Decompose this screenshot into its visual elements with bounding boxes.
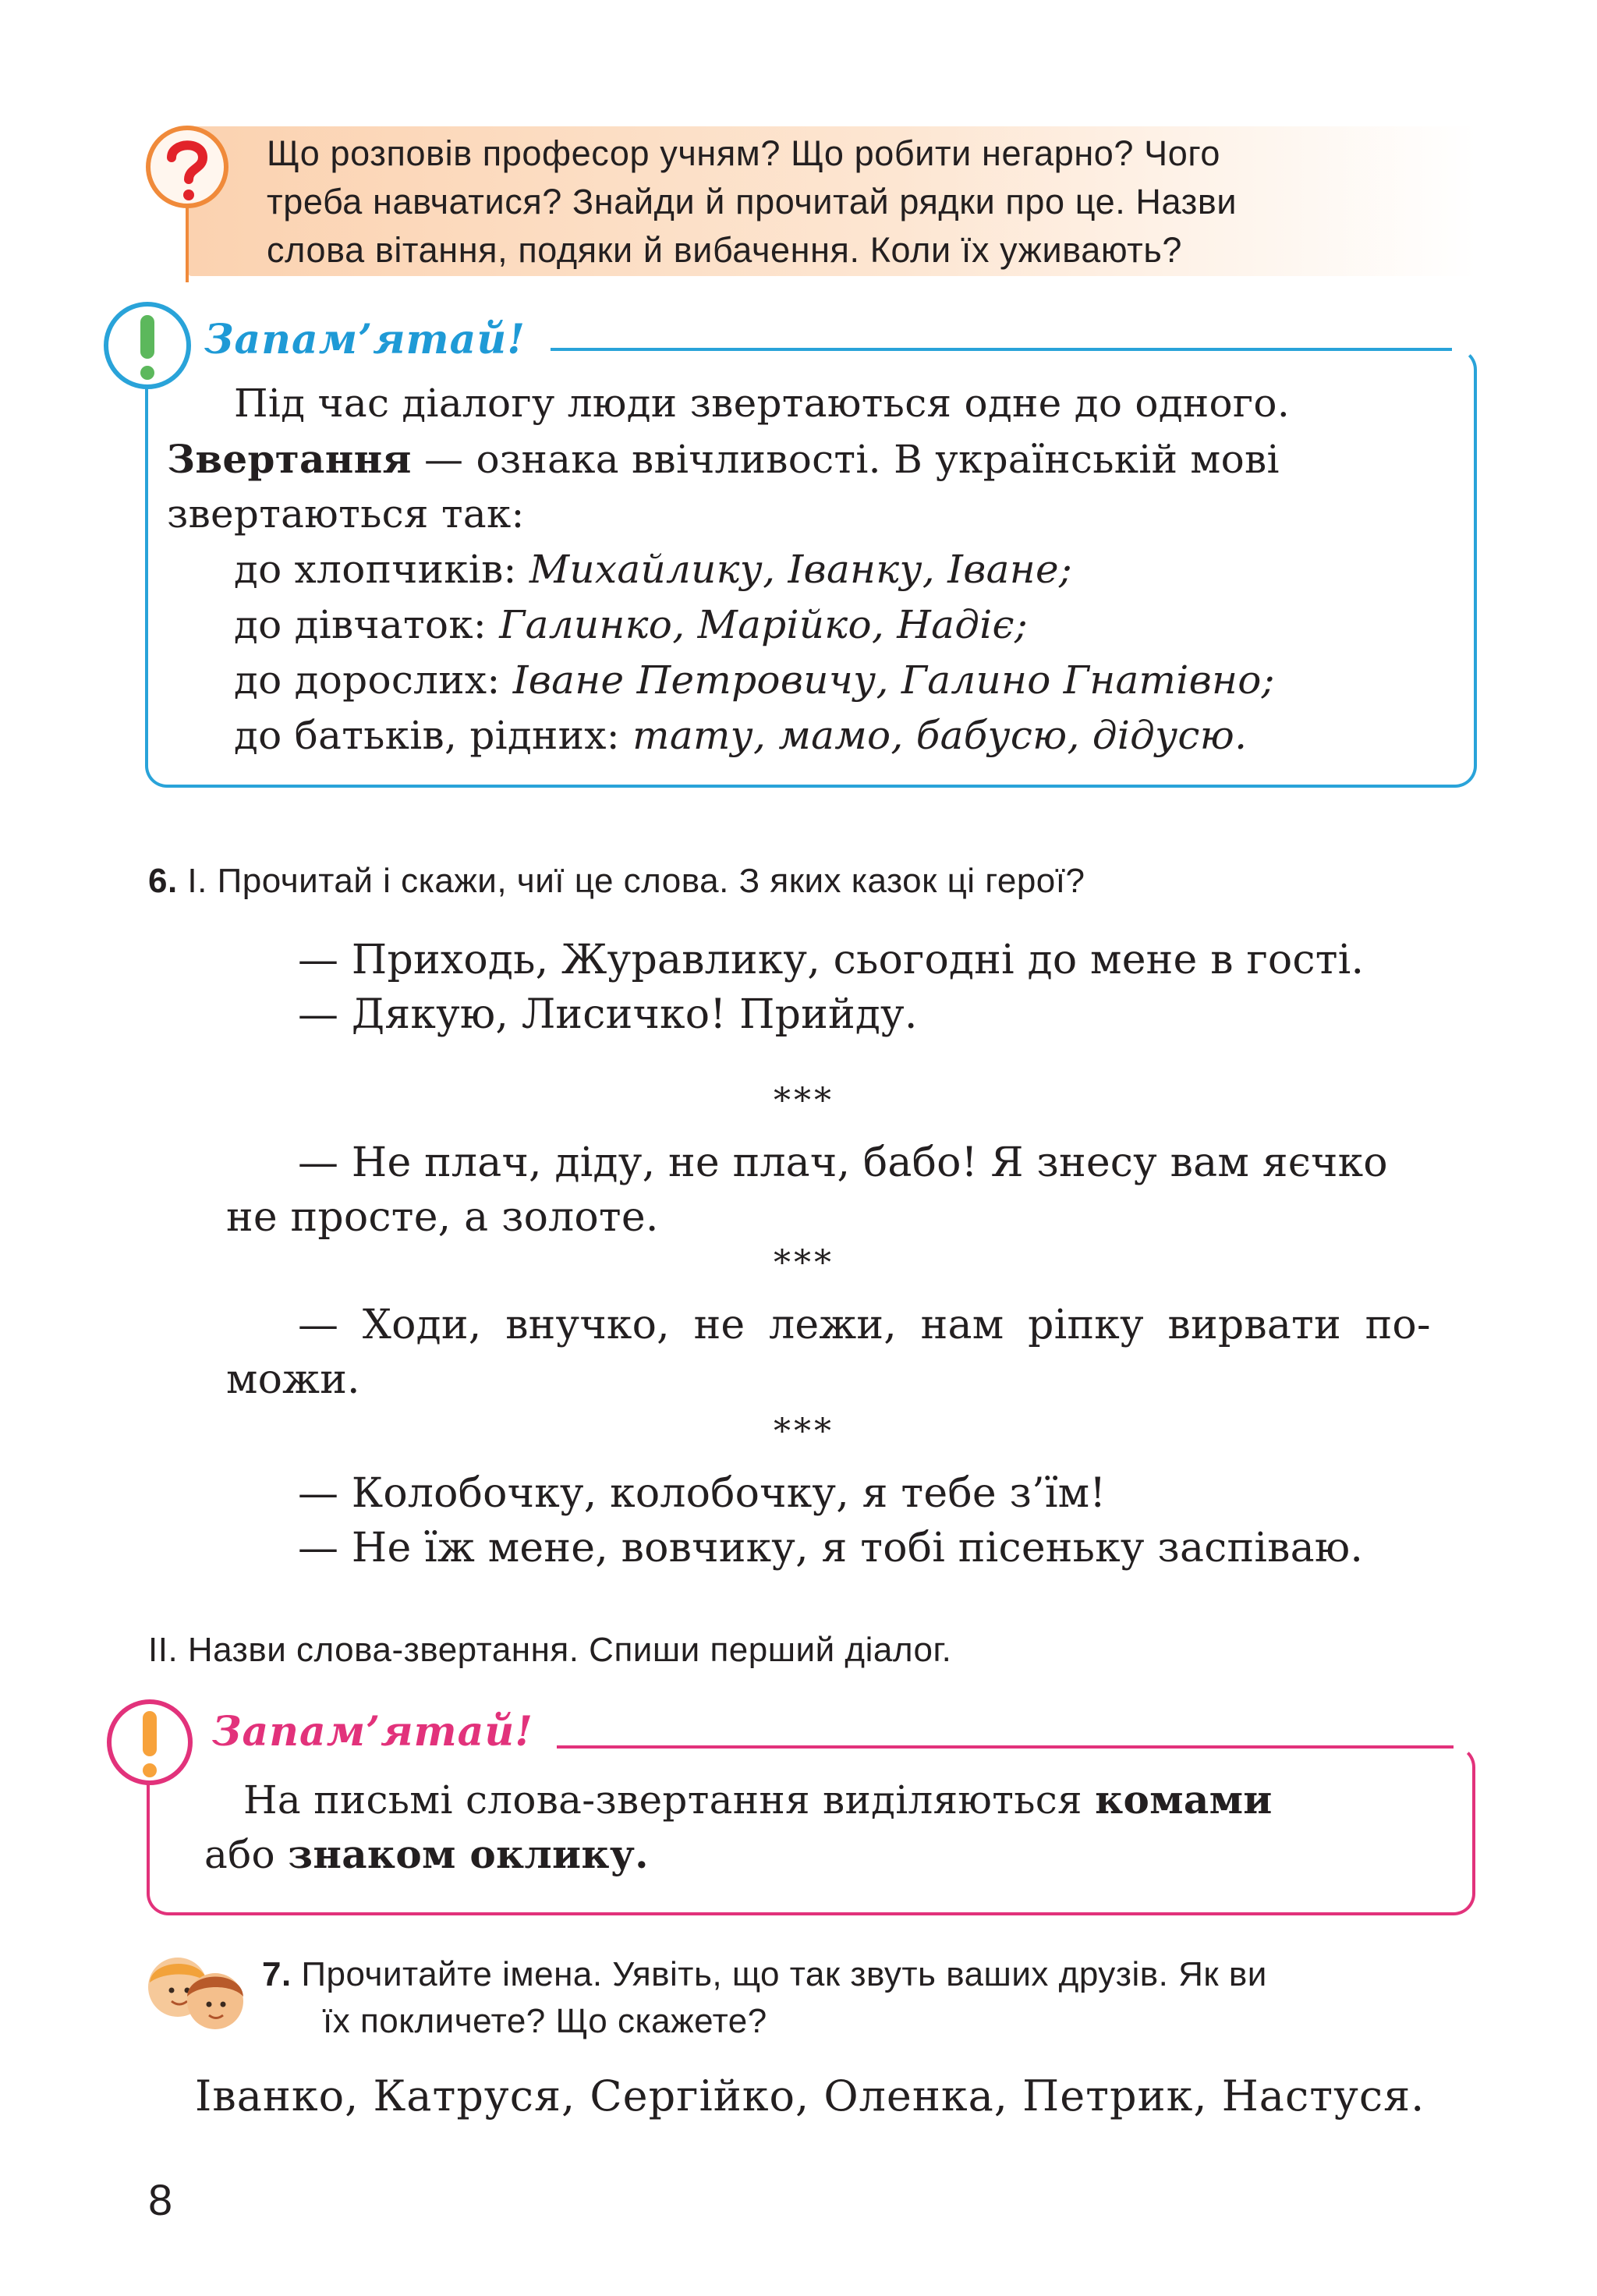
remember-p2-rest: — ознака ввічливості. В українській мові: [411, 437, 1280, 482]
exclamation-icon: [104, 1697, 195, 1788]
bold-commas: комами: [1095, 1777, 1273, 1823]
address-row-parents: до батьків, рідних: тату, мамо, бабусю, дідусю.: [234, 713, 1248, 758]
address-example: Іванку: [788, 547, 922, 592]
separator-stars: ***: [774, 1081, 834, 1121]
address-example: Іване: [947, 547, 1059, 592]
question-mark-icon: [143, 123, 231, 211]
remember2-line1: На письмі слова-звертання виділяються комами: [243, 1777, 1273, 1823]
dialog-line: — Приходь, Журавлику, сьогодні до мене в гості.: [298, 937, 1365, 983]
remember-title: Запам’ятай!: [212, 1708, 533, 1756]
remember-p1: Під час діалогу люди звертаються одне до одного.: [234, 381, 1291, 426]
address-example: тату: [632, 713, 753, 758]
dialog-line: — Не їж мене, вовчику, я тобі пісеньку заспіваю.: [298, 1525, 1364, 1571]
exercise-7-task: [262, 1951, 1478, 1998]
address-example: Галинко: [499, 602, 673, 647]
address-example: Надіє: [897, 602, 1015, 647]
dialog-line: — Колобочку, колобочку, я тебе з’їм!: [298, 1470, 1107, 1517]
exercise-7-task-line2: їх покличете? Що скажете?: [323, 2002, 767, 2040]
address-example: дідусю: [1092, 713, 1235, 758]
dialog-line: можи.: [226, 1356, 360, 1403]
address-example: мамо: [778, 713, 891, 758]
page-number: 8: [148, 2175, 173, 2224]
address-label: до дівчаток:: [234, 602, 500, 647]
exclamation-icon: [101, 299, 193, 392]
bold-exclamation: знаком оклику.: [288, 1831, 649, 1877]
address-example: бабусю: [915, 713, 1068, 758]
address-example: Марійко: [697, 602, 872, 647]
address-row-boys: до хлопчиків: Михайлику, Іванку, Іване;: [234, 547, 1072, 592]
remember2-line2: або знаком оклику.: [204, 1831, 649, 1877]
address-row-girls: до дівчаток: Галинко, Марійко, Надіє;: [234, 602, 1029, 647]
question-line: треба навчатися? Знайди й прочитай рядки про це. Назви: [267, 182, 1238, 221]
dialog-line: — Не плач, діду, не плач, бабо! Я знесу вам яєчко: [298, 1139, 1388, 1186]
remember-title: Запам’ятай!: [204, 316, 526, 363]
exercise-number: 6.: [148, 862, 178, 900]
question-line: слова вітання, подяки й вибачення. Коли їх уживають?: [267, 230, 1183, 270]
remember-box-pink-top-line: [557, 1745, 1454, 1749]
question-icon-stem: [186, 204, 189, 282]
remember-p3: звертаються так:: [167, 491, 525, 537]
dialog-line: — Дякую, Лисичко! Прийду.: [298, 991, 918, 1038]
names-list: Іванко, Катруся, Сергійко, Оленка, Петрик, Настуся.: [195, 2071, 1425, 2121]
address-label: до батьків, рідних:: [234, 713, 633, 758]
address-label: до хлопчиків:: [234, 547, 529, 592]
term-bold: Звертання: [167, 436, 412, 482]
remember-p2: [167, 431, 1461, 487]
exercise-task-text: І. Прочитай і скажи, чиї це слова. З яких казок ці герої?: [177, 862, 1085, 900]
question-text: [267, 129, 1483, 275]
remember-box-blue-top-line: [551, 348, 1452, 351]
address-example: Галино Гнатівно: [901, 657, 1262, 703]
dialog-line: не просте, а золоте.: [226, 1194, 659, 1241]
separator-stars: ***: [774, 1243, 834, 1283]
exercise-number: 7.: [262, 1955, 292, 1993]
exercise-task-text: Прочитайте імена. Уявіть, що так звуть ваших друзів. Як ви: [291, 1955, 1267, 1993]
exercise-6-task-2: ІІ. Назви слова-звертання. Спиши перший діалог.: [148, 1631, 952, 1669]
address-row-adults: до дорослих: Іване Петровичу, Галино Гнатівно;: [234, 657, 1275, 703]
address-label: до дорослих:: [234, 657, 513, 703]
address-example: Михайлику: [529, 547, 763, 592]
dialog-line: — Ходи, внучко, не лежи, нам ріпку вирвати по-: [298, 1302, 1431, 1348]
separator-stars: ***: [774, 1412, 834, 1451]
children-icon: [140, 1948, 250, 2034]
exercise-6-task: [148, 858, 1085, 905]
question-line: Що розповів професор учням? Що робити негарно? Чого: [267, 133, 1221, 173]
address-example: Іване Петровичу: [512, 657, 876, 703]
